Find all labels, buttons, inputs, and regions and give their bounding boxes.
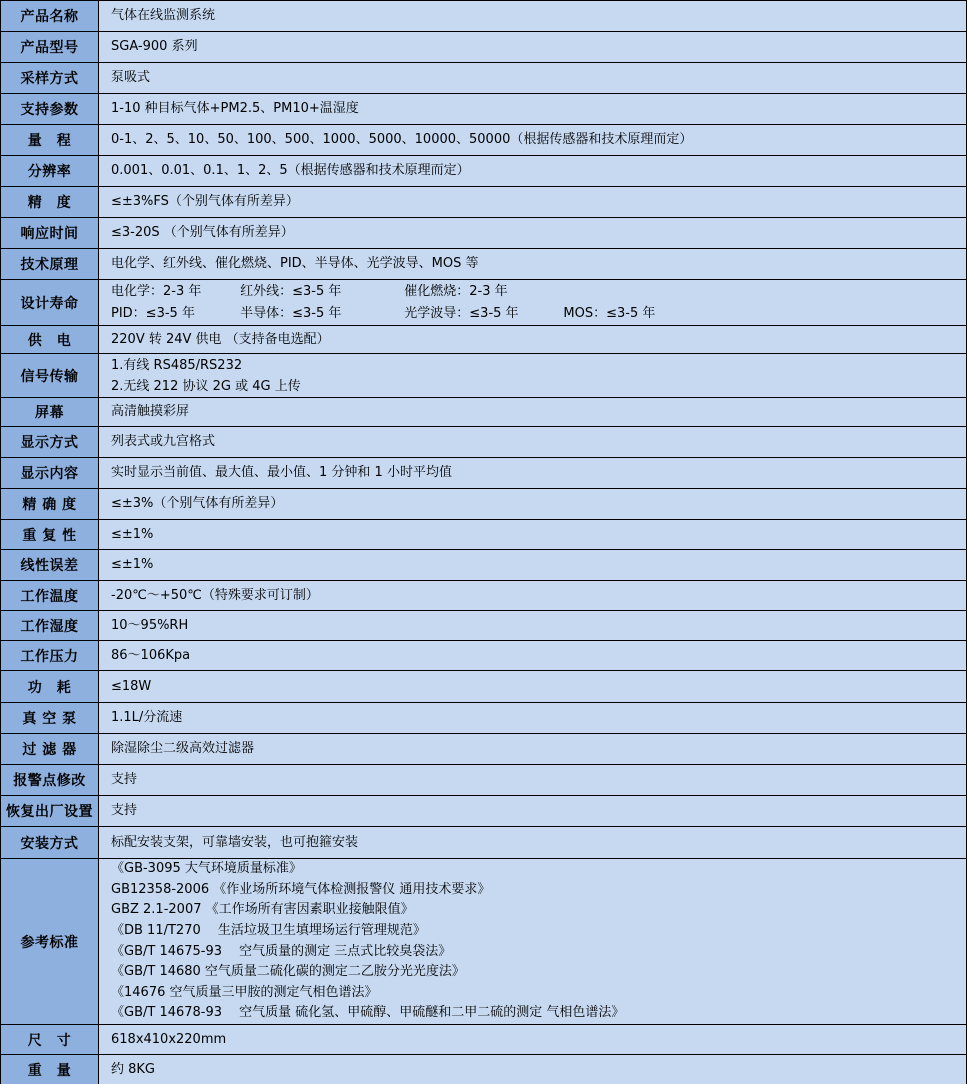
- row-value-reference-standards: [99, 859, 967, 1025]
- row-value-product-name: 气体在线监测系统: [99, 1, 967, 32]
- row-label-signal-transmission: 信号传输: [1, 354, 99, 398]
- spec-row-design-life: [1, 280, 967, 326]
- row-label-filter: 过 滤 器: [1, 734, 99, 765]
- spec-row-alarm-point-edit: [1, 765, 967, 796]
- design-life-line-2: [111, 303, 958, 325]
- design-life-infrared: 红外线：≤3-5 年: [240, 283, 342, 299]
- spec-row-filter: [1, 734, 967, 765]
- row-value-range: 0-1、2、5、10、50、100、500、1000、5000、10000、50000（根据传感器和技术原理而定）: [99, 125, 967, 156]
- row-value-accuracy: ≤±3%FS（个别气体有所差异）: [99, 187, 967, 218]
- standard-line-5: 《GB/T 14675-93 空气质量的测定 三点式比较臭袋法》: [111, 943, 452, 959]
- row-label-precision: 精 确 度: [1, 489, 99, 520]
- signal-line-wireless: 2.无线 212 协议 2G 或 4G 上传: [111, 378, 301, 394]
- row-value-resolution: 0.001、0.01、0.1、1、2、5（根据传感器和技术原理而定）: [99, 156, 967, 187]
- spec-row-screen: [1, 398, 967, 427]
- spec-row-range: [1, 125, 967, 156]
- spec-row-display-mode: [1, 427, 967, 458]
- row-value-working-pressure: 86～106Kpa: [99, 641, 967, 671]
- spec-row-working-humidity: [1, 611, 967, 641]
- spec-row-power-supply: [1, 326, 967, 354]
- standard-line-7: 《14676 空气质量三甲胺的测定气相色谱法》: [111, 984, 378, 1000]
- row-value-alarm-point-edit: 支持: [99, 765, 967, 796]
- row-label-weight: 重 量: [1, 1055, 99, 1084]
- row-value-screen: 高清触摸彩屏: [99, 398, 967, 427]
- row-value-power-supply: 220V 转 24V 供电 （支持备电选配）: [99, 326, 967, 354]
- row-value-response-time: ≤3-20S （个别气体有所差异）: [99, 218, 967, 249]
- signal-line-wired: 1.有线 RS485/RS232: [111, 357, 243, 373]
- spec-row-repeatability: [1, 520, 967, 550]
- row-label-supported-params: 支持参数: [1, 94, 99, 125]
- row-label-range: 量 程: [1, 125, 99, 156]
- row-value-supported-params: 1-10 种目标气体+PM2.5、PM10+温湿度: [99, 94, 967, 125]
- row-label-vacuum-pump: 真 空 泵: [1, 703, 99, 734]
- row-label-sampling-method: 采样方式: [1, 63, 99, 94]
- spec-row-vacuum-pump: [1, 703, 967, 734]
- spec-row-installation: [1, 827, 967, 859]
- row-value-factory-reset: 支持: [99, 796, 967, 827]
- row-value-sampling-method: 泵吸式: [99, 63, 967, 94]
- spec-row-working-temp: [1, 581, 967, 611]
- row-label-power-supply: 供 电: [1, 326, 99, 354]
- design-life-optical-waveguide: 光学波导：≤3-5 年: [404, 305, 519, 321]
- row-label-response-time: 响应时间: [1, 218, 99, 249]
- standard-line-4: 《DB 11/T270 生活垃圾卫生填埋场运行管理规范》: [111, 922, 426, 938]
- row-value-design-life: [99, 280, 967, 326]
- design-life-electrochemical: 电化学：2-3 年: [111, 283, 202, 299]
- row-label-dimensions: 尺 寸: [1, 1025, 99, 1055]
- spec-row-supported-params: [1, 94, 967, 125]
- row-label-repeatability: 重 复 性: [1, 520, 99, 550]
- row-label-linearity-error: 线性误差: [1, 550, 99, 581]
- row-value-product-model: SGA-900 系列: [99, 32, 967, 63]
- row-label-working-temp: 工作温度: [1, 581, 99, 611]
- design-life-mos: MOS：≤3-5 年: [563, 305, 656, 321]
- row-value-dimensions: 618x410x220mm: [99, 1025, 967, 1055]
- row-value-repeatability: ≤±1%: [99, 520, 967, 550]
- spec-row-dimensions: [1, 1025, 967, 1055]
- row-label-factory-reset: 恢复出厂设置: [1, 796, 99, 827]
- row-label-working-pressure: 工作压力: [1, 641, 99, 671]
- row-value-weight: 约 8KG: [99, 1055, 967, 1084]
- standard-line-3: GBZ 2.1-2007 《工作场所有害因素职业接触限值》: [111, 902, 414, 918]
- standard-line-2: GB12358-2006 《作业场所环境气体检测报警仪 通用技术要求》: [111, 881, 491, 897]
- row-label-display-mode: 显示方式: [1, 427, 99, 458]
- row-value-signal-transmission: [99, 354, 967, 398]
- row-label-screen: 屏幕: [1, 398, 99, 427]
- row-value-tech-principle: 电化学、红外线、催化燃烧、PID、半导体、光学波导、MOS 等: [99, 249, 967, 280]
- design-life-catalytic: 催化燃烧：2-3 年: [404, 283, 508, 299]
- row-value-linearity-error: ≤±1%: [99, 550, 967, 581]
- standard-line-8: 《GB/T 14678-93 空气质量 硫化氢、甲硫醇、甲硫醚和二甲二硫的测定 气相色谱法》: [111, 1005, 625, 1021]
- row-value-power-consumption: ≤18W: [99, 671, 967, 703]
- spec-row-weight: [1, 1055, 967, 1084]
- spec-row-signal-transmission: [1, 354, 967, 398]
- spec-row-display-content: [1, 458, 967, 489]
- row-value-display-mode: 列表式或九宫格式: [99, 427, 967, 458]
- spec-row-precision: [1, 489, 967, 520]
- design-life-pid: PID：≤3-5 年: [111, 305, 195, 321]
- row-label-reference-standards: 参考标准: [1, 859, 99, 1025]
- row-value-working-humidity: 10～95%RH: [99, 611, 967, 641]
- row-label-alarm-point-edit: 报警点修改: [1, 765, 99, 796]
- row-value-working-temp: -20℃～+50℃（特殊要求可订制）: [99, 581, 967, 611]
- row-label-product-name: 产品名称: [1, 1, 99, 32]
- spec-row-product-model: [1, 32, 967, 63]
- row-value-installation: 标配安装支架，可靠墙安装，也可抱箍安装: [99, 827, 967, 859]
- row-value-filter: 除湿除尘二级高效过滤器: [99, 734, 967, 765]
- row-label-design-life: 设计寿命: [1, 280, 99, 326]
- row-value-vacuum-pump: 1.1L/分流速: [99, 703, 967, 734]
- spec-row-linearity-error: [1, 550, 967, 581]
- row-label-installation: 安装方式: [1, 827, 99, 859]
- spec-row-accuracy: [1, 187, 967, 218]
- standard-line-1: 《GB-3095 大气环境质量标准》: [111, 861, 302, 877]
- row-label-display-content: 显示内容: [1, 458, 99, 489]
- row-label-accuracy: 精 度: [1, 187, 99, 218]
- design-life-semiconductor: 半导体：≤3-5 年: [240, 305, 342, 321]
- spec-row-power-consumption: [1, 671, 967, 703]
- standard-line-6: 《GB/T 14680 空气质量二硫化碳的测定二乙胺分光光度法》: [111, 964, 465, 980]
- spec-row-sampling-method: [1, 63, 967, 94]
- row-label-resolution: 分辨率: [1, 156, 99, 187]
- design-life-line-1: [111, 281, 958, 303]
- row-label-tech-principle: 技术原理: [1, 249, 99, 280]
- spec-row-tech-principle: [1, 249, 967, 280]
- spec-row-response-time: [1, 218, 967, 249]
- row-label-product-model: 产品型号: [1, 32, 99, 63]
- row-label-power-consumption: 功 耗: [1, 671, 99, 703]
- spec-row-product-name: [1, 1, 967, 32]
- row-label-working-humidity: 工作湿度: [1, 611, 99, 641]
- spec-row-working-pressure: [1, 641, 967, 671]
- row-value-display-content: 实时显示当前值、最大值、最小值、1 分钟和 1 小时平均值: [99, 458, 967, 489]
- spec-row-reference-standards: [1, 859, 967, 1025]
- spec-row-factory-reset: [1, 796, 967, 827]
- spec-row-resolution: [1, 156, 967, 187]
- row-value-precision: ≤±3%（个别气体有所差异）: [99, 489, 967, 520]
